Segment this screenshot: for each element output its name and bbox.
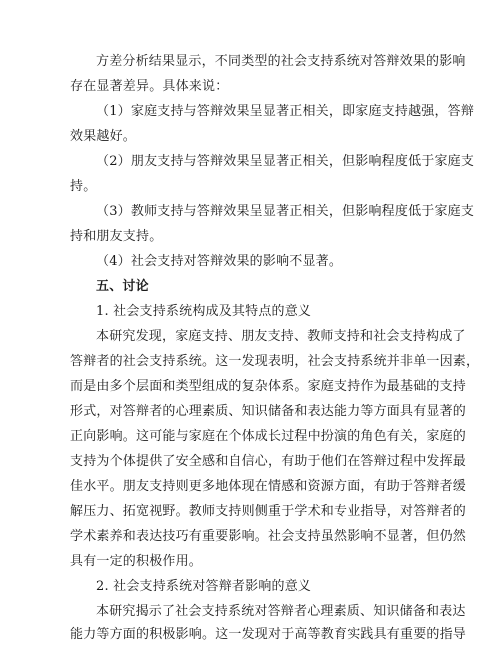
paragraph-line: 本研究发现，家庭支持、朋友支持、教师支持和社会支持构成了 xyxy=(96,329,466,344)
paragraph-line: 具有一定的积极作用。 xyxy=(70,554,203,569)
subsection-heading: 2. 社会支持系统对答辩者影响的意义 xyxy=(96,579,312,594)
paragraph-line: 支持为个体提供了安全感和自信心，有助于他们在答辩过程中发挥最 xyxy=(70,454,467,469)
paragraph-line: 能力等方面的积极影响。这一发现对于高等教育实践具有重要的指导 xyxy=(70,627,467,642)
paragraph-line: 解压力、拓宽视野。教师支持则侧重于学术和专业指导，对答辩者的 xyxy=(70,504,467,519)
paragraph-line: 学术素养和表达技巧有重要影响。社会支持虽然影响不显著，但仍然 xyxy=(70,529,467,544)
subsection-heading: 1. 社会支持系统构成及其特点的意义 xyxy=(96,304,312,319)
list-item-line: 持。 xyxy=(70,179,97,194)
paragraph-line: 形式，对答辩者的心理素质、知识储备和表达能力等方面具有显著的 xyxy=(70,404,467,419)
list-item-line: （1）家庭支持与答辩效果呈显著正相关，即家庭支持越强，答辩 xyxy=(96,104,475,119)
paragraph-line: 本研究揭示了社会支持系统对答辩者心理素质、知识储备和表达 xyxy=(96,604,466,619)
paragraph-line: 正向影响。这可能与家庭在个体成长过程中扮演的角色有关，家庭的 xyxy=(70,429,467,444)
list-item-line: （4）社会支持对答辩效果的影响不显著。 xyxy=(96,254,343,269)
list-item-line: （3）教师支持与答辩效果呈显著正相关，但影响程度低于家庭支 xyxy=(96,204,475,219)
paragraph-line: 存在显著差异。具体来说： xyxy=(70,79,229,94)
section-heading: 五、讨论 xyxy=(96,279,149,294)
list-item-line: 持和朋友支持。 xyxy=(70,229,163,244)
paragraph-line: 方差分析结果显示，不同类型的社会支持系统对答辩效果的影响 xyxy=(96,54,466,69)
paragraph-line: 答辩者的社会支持系统。这一发现表明，社会支持系统并非单一因素， xyxy=(70,354,480,369)
list-item-line: 效果越好。 xyxy=(70,129,137,144)
paragraph-line: 而是由多个层面和类型组成的复杂体系。家庭支持作为最基础的支持 xyxy=(70,379,467,394)
paragraph-line: 佳水平。朋友支持则更多地体现在情感和资源方面，有助于答辩者缓 xyxy=(70,479,467,494)
list-item-line: （2）朋友支持与答辩效果呈显著正相关，但影响程度低于家庭支 xyxy=(96,154,475,169)
